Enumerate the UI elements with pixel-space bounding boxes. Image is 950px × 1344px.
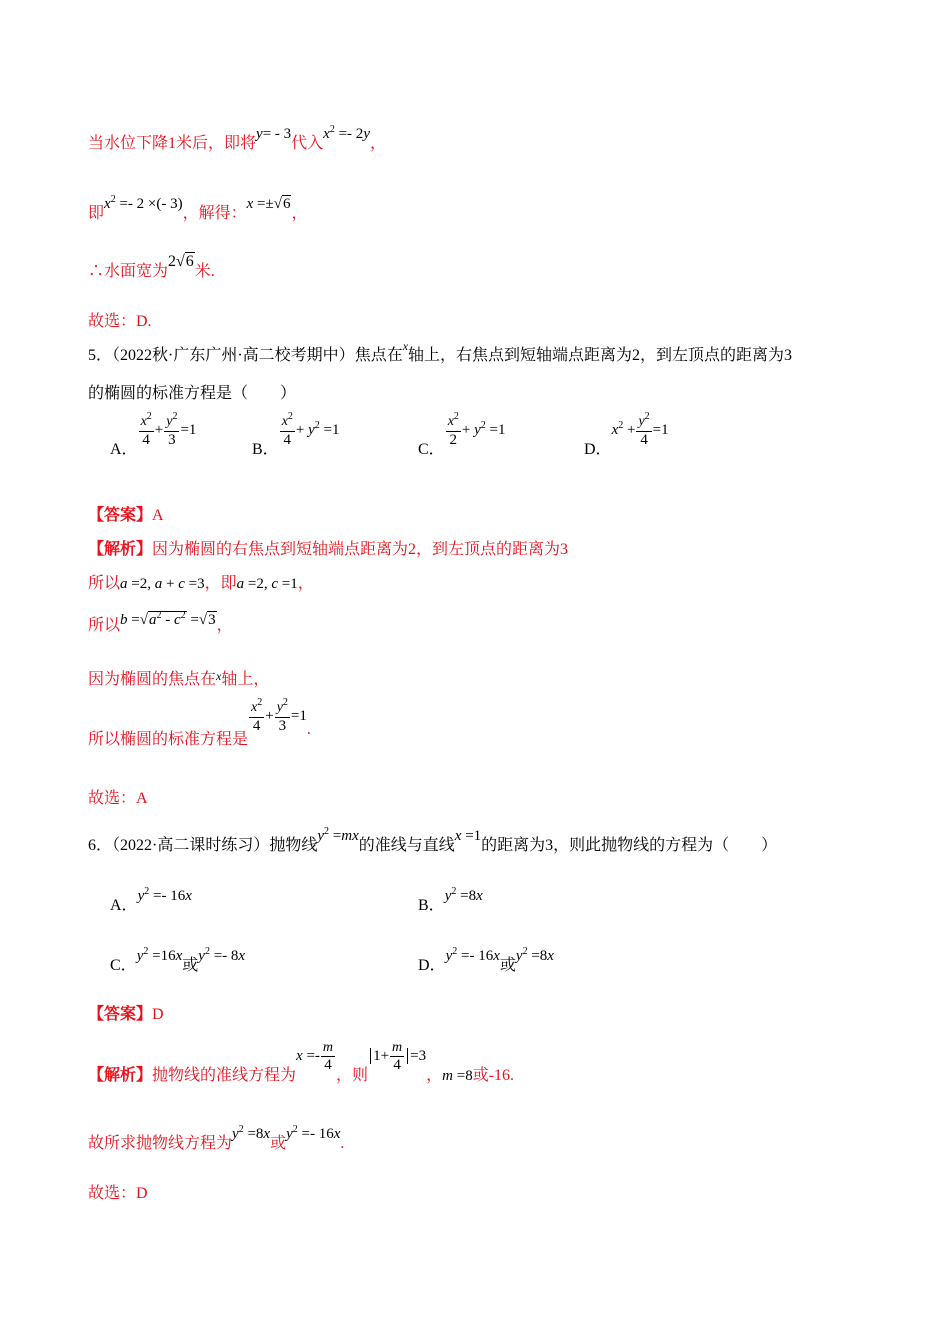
text: 或	[182, 957, 199, 974]
question-5-stem-2: 的椭圆的标准方程是（ ）	[88, 385, 297, 402]
text: .	[340, 1135, 345, 1152]
option-label: D．	[418, 957, 446, 974]
text: ，	[297, 575, 314, 592]
option-label: A．	[110, 897, 138, 914]
math-expr: $y^2 =mx$	[317, 826, 359, 844]
math-expr: $b =√a^2 - c^2 =√3$	[120, 610, 216, 628]
math-expr: x =±√6	[246, 196, 291, 212]
text: ，解得：	[182, 205, 247, 222]
answer-tag: 【答案】	[88, 1006, 153, 1023]
text: ，	[426, 1066, 443, 1084]
text: 当水位下降1米后，即将	[88, 135, 257, 152]
option-a[interactable]	[110, 886, 192, 915]
analysis-5-line-1	[88, 536, 568, 559]
text: 因为椭圆的焦点在	[88, 671, 217, 688]
text: ，即	[204, 575, 237, 592]
math-expr: x =1	[454, 828, 482, 844]
math-expr: $y^2 =8x$	[232, 1124, 271, 1142]
text: 所以	[88, 575, 121, 592]
solution-line-2	[88, 194, 308, 223]
text: ，	[369, 135, 386, 152]
analysis-5-line-3	[88, 612, 233, 635]
analysis-6-line-2	[88, 1124, 345, 1153]
solution-line-1	[88, 124, 386, 153]
answer-value: D	[152, 1006, 164, 1023]
answer-6	[88, 1001, 164, 1024]
math-expr: $x^2 =- 2$ ×(- 3)	[104, 194, 183, 212]
question-number: 5．	[88, 347, 113, 364]
final-5: 故选：A	[88, 790, 148, 807]
text: ，	[216, 617, 233, 634]
option-label: D．	[584, 441, 612, 459]
answer-5	[88, 502, 164, 525]
math-var: x	[216, 669, 222, 683]
analysis-tag: 【解析】	[88, 541, 153, 558]
option-label: C．	[418, 441, 445, 459]
question-number: 6．	[88, 837, 113, 854]
analysis-6-line-1	[88, 1040, 515, 1084]
answer-tag: 【答案】	[88, 507, 153, 524]
option-expr: $y^2 =- 16x$	[445, 946, 500, 964]
text: 因为椭圆的右焦点到短轴端点距离为2，到左顶点的距离为3	[152, 541, 569, 558]
text: ∴水面宽为	[88, 263, 169, 280]
option-b[interactable]	[252, 411, 340, 459]
text: 米.	[194, 263, 215, 280]
final-6: 故选：D	[88, 1185, 148, 1202]
option-a[interactable]	[110, 411, 197, 459]
math-expr: =3	[410, 1047, 427, 1064]
math-expr: $x^2 =- 2y$	[323, 124, 370, 142]
analysis-5-line-2	[88, 570, 314, 593]
option-label: A．	[110, 441, 138, 459]
text: 的准线与直线	[358, 837, 455, 854]
analysis-tag: 【解析】	[88, 1066, 153, 1084]
option-expr: $\frac{x^2}{4}$ + $y^2 =1$	[281, 411, 340, 448]
math-expr: 1+ $\frac{m}{4}$	[370, 1048, 408, 1064]
math-expr: m =8	[442, 1067, 473, 1084]
option-expr: $x^2$ + $\frac{y^2}{4}$ =1	[611, 411, 669, 448]
math-expr: y= - 3	[256, 126, 292, 142]
text: 代入	[291, 135, 324, 152]
option-c[interactable]	[110, 946, 246, 975]
text: 抛物线	[269, 837, 318, 854]
option-label: B．	[418, 897, 445, 914]
math-expr: x =- $\frac{m}{4}$	[296, 1040, 334, 1073]
option-d[interactable]	[584, 411, 669, 459]
math-expr: 2√6	[168, 253, 194, 270]
question-source: （2022·高二课时练习）	[112, 837, 270, 854]
text: 抛物线的准线方程为	[152, 1066, 297, 1084]
option-expr: $y^2 =- 16x$	[137, 886, 192, 904]
option-expr: $y^2 =- 8x$	[198, 946, 246, 964]
text: ，则	[336, 1066, 369, 1084]
solution-line-3	[88, 253, 215, 281]
text: 或	[499, 957, 516, 974]
text: ，	[291, 205, 308, 222]
text: 即	[88, 205, 105, 222]
question-6-stem	[88, 826, 778, 855]
option-expr: $\frac{x^2}{4}$ + $\frac{y^2}{3}$ =1	[140, 411, 197, 448]
answer-value: A	[152, 507, 164, 524]
text: 所以椭圆的标准方程是	[88, 731, 249, 749]
text: 故所求抛物线方程为	[88, 1135, 233, 1152]
math-expr: a =2, a + c =3	[120, 576, 205, 592]
text: 轴上，	[221, 671, 270, 688]
text: .	[306, 721, 311, 739]
analysis-5-line-4	[88, 666, 269, 689]
question-source: （2022秋·广东广州·高二校考期中）	[112, 347, 355, 364]
option-expr: $y^2 =8x$	[444, 886, 483, 904]
option-expr: $\frac{x^2}{2}$ + $y^2 =1$	[447, 411, 506, 448]
option-c[interactable]	[418, 411, 506, 459]
math-expr: $y^2 =- 16x$	[286, 1124, 341, 1142]
option-d[interactable]	[418, 946, 554, 975]
text: 焦点在	[354, 347, 403, 364]
text: 轴上，右焦点到短轴端点距离为2，到左顶点的距离为3	[408, 347, 793, 364]
text: 的距离为3，则此抛物线的方程为（ ）	[481, 837, 778, 854]
option-expr: $y^2 =8x$	[515, 946, 554, 964]
option-label: B．	[252, 441, 279, 459]
option-b[interactable]	[418, 886, 483, 915]
option-expr: $y^2 =16x$	[136, 946, 183, 964]
answer-line: 故选：D.	[88, 313, 152, 330]
text: 或	[270, 1135, 287, 1152]
text: 所以	[88, 617, 121, 634]
math-expr: $\frac{x^2}{4}$ + $\frac{y^2}{3}$ =1	[251, 697, 307, 734]
math-var: x	[402, 339, 409, 353]
analysis-5-line-5	[88, 697, 311, 749]
text: 或-16.	[472, 1066, 515, 1084]
question-5-stem	[88, 339, 793, 365]
math-expr: a =2, c =1	[236, 576, 298, 592]
option-label: C．	[110, 957, 137, 974]
